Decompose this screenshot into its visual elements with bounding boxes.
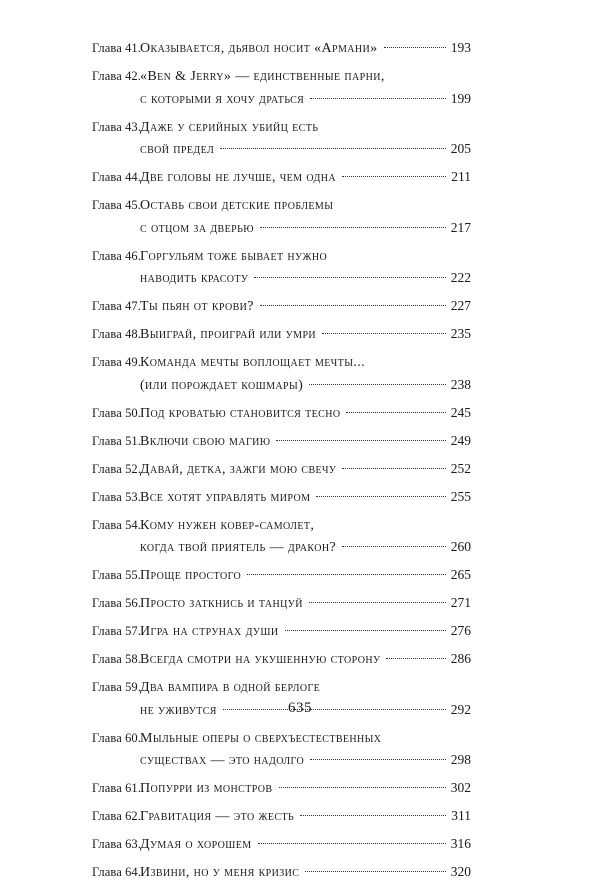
toc-line	[92, 648, 471, 671]
dot-leader	[384, 47, 446, 48]
chapter-title: Команда мечты воплощает мечты...	[140, 355, 366, 371]
toc-line	[92, 323, 471, 346]
chapter-title: Две головы не лучше, чем одна	[140, 170, 336, 186]
chapter-label: Глава 46.	[92, 248, 142, 263]
toc-entry	[92, 592, 471, 615]
dot-leader	[279, 787, 446, 788]
chapter-label: Глава 43.	[92, 119, 142, 134]
toc-entry	[92, 648, 471, 671]
chapter-title: Извини, но у меня кризис	[140, 865, 300, 881]
toc-entry	[92, 514, 471, 559]
toc-line	[92, 402, 471, 425]
toc-entry	[92, 564, 471, 587]
chapter-page-number: 227	[450, 298, 471, 314]
toc-entry	[92, 458, 471, 481]
toc-line	[92, 861, 471, 884]
toc-line	[92, 536, 471, 559]
chapter-title: свой предел	[140, 142, 215, 158]
chapter-label: Глава 61.	[92, 781, 142, 796]
toc-line	[92, 486, 471, 509]
toc-line	[92, 295, 471, 318]
chapter-title: когда твой приятель — дракон?	[140, 540, 337, 556]
chapter-page-number: 217	[450, 219, 471, 235]
dot-leader	[309, 384, 446, 385]
toc-line	[92, 88, 471, 111]
toc-entry	[92, 777, 471, 800]
toc-line	[92, 833, 471, 856]
toc-entry	[92, 727, 471, 772]
toc-entry	[92, 65, 471, 110]
chapter-label: Глава 54.	[92, 517, 142, 532]
dot-leader	[342, 176, 446, 177]
chapter-page-number: 255	[450, 488, 471, 504]
chapter-page-number: 320	[450, 864, 471, 880]
chapter-page-number: 286	[450, 651, 471, 667]
toc-line	[92, 749, 471, 772]
toc-entry	[92, 805, 471, 828]
toc-line	[92, 374, 471, 397]
toc-line	[92, 592, 471, 615]
chapter-title: существах — это надолго	[140, 753, 305, 769]
toc-entry	[92, 166, 471, 189]
dot-leader	[310, 98, 446, 99]
chapter-page-number: 292	[450, 701, 471, 717]
chapter-title: «Ben & Jerry» — единственные парни,	[140, 68, 385, 84]
dot-leader	[247, 574, 446, 575]
chapter-label: Глава 60.	[92, 730, 142, 745]
chapter-title: Проще простого	[140, 568, 242, 584]
toc-entry	[92, 833, 471, 856]
chapter-page-number: 235	[450, 326, 471, 342]
dot-leader	[316, 496, 445, 497]
toc-entry	[92, 295, 471, 318]
chapter-label: Глава 49.	[92, 355, 142, 370]
dot-leader	[254, 277, 445, 278]
chapter-title: Давай, детка, зажги мою свечу	[140, 461, 337, 477]
chapter-title: Оставь свои детские проблемы	[140, 198, 334, 214]
toc-entry	[92, 861, 471, 884]
chapter-page-number: 265	[450, 567, 471, 583]
toc-entry	[92, 351, 471, 396]
toc-entry	[92, 486, 471, 509]
chapter-label: Глава 44.	[92, 170, 142, 185]
chapter-title: Гравитация — это жесть	[140, 809, 295, 825]
toc-entry	[92, 194, 471, 239]
dot-leader	[342, 546, 446, 547]
chapter-title: Игра на струнах души	[140, 624, 279, 640]
chapter-page-number: 311	[451, 808, 471, 824]
chapter-page-number: 249	[450, 432, 471, 448]
toc-entry	[92, 116, 471, 161]
chapter-label: Глава 50.	[92, 405, 142, 420]
chapter-title: Два вампира в одной берлоге	[140, 680, 321, 696]
toc-line	[92, 138, 471, 161]
chapter-page-number: 193	[450, 40, 471, 55]
toc-line	[92, 194, 471, 217]
toc-entry	[92, 402, 471, 425]
toc-line	[92, 116, 471, 139]
chapter-title: с которыми я хочу драться	[140, 91, 305, 107]
chapter-title: Просто заткнись и танцуй	[140, 596, 303, 612]
toc-line	[92, 217, 471, 240]
chapter-title: (или порождает кошмары)	[140, 377, 304, 393]
chapter-page-number: 211	[451, 169, 471, 185]
chapter-title: Попурри из монстров	[140, 781, 273, 797]
toc-line	[92, 37, 471, 60]
toc-entry	[92, 620, 471, 643]
chapter-label: Глава 42.	[92, 68, 142, 83]
chapter-label: Глава 64.	[92, 865, 142, 880]
dot-leader	[220, 148, 446, 149]
chapter-page-number: 252	[450, 460, 471, 476]
chapter-page-number: 302	[450, 780, 471, 796]
chapter-label: Глава 62.	[92, 809, 142, 824]
chapter-page-number: 245	[450, 404, 471, 420]
toc-line	[92, 458, 471, 481]
chapter-title: Думая о хорошем	[140, 837, 252, 853]
chapter-label: Глава 56.	[92, 596, 142, 611]
chapter-title: с отцом за дверью	[140, 220, 254, 236]
toc-entry	[92, 430, 471, 453]
dot-leader	[310, 759, 446, 760]
dot-leader	[285, 630, 446, 631]
toc-line	[92, 267, 471, 290]
dot-leader	[305, 871, 445, 872]
chapter-title: Все хотят управлять миром	[140, 489, 311, 505]
dot-leader	[260, 305, 446, 306]
toc-entry	[92, 37, 471, 60]
toc-line	[92, 564, 471, 587]
chapter-title: наводить красоту	[140, 271, 249, 287]
chapter-title: Выиграй, проиграй или умри	[140, 327, 317, 343]
table-of-contents	[92, 37, 471, 889]
chapter-label: Глава 52.	[92, 461, 142, 476]
chapter-page-number: 199	[450, 90, 471, 106]
chapter-page-number: 298	[450, 752, 471, 768]
dot-leader	[322, 333, 446, 334]
toc-line	[92, 430, 471, 453]
toc-line	[92, 620, 471, 643]
chapter-title: Горгульям тоже бывает нужно	[140, 248, 328, 264]
chapter-title: Под кроватью становится тесно	[140, 405, 341, 421]
chapter-title: Даже у серийных убийц есть	[140, 119, 319, 135]
toc-line	[92, 166, 471, 189]
chapter-label: Глава 48.	[92, 327, 142, 342]
dot-leader	[276, 440, 445, 441]
chapter-title: Мыльные оперы о сверхъестественных	[140, 730, 382, 746]
chapter-page-number: 205	[450, 141, 471, 157]
toc-line	[92, 676, 471, 699]
chapter-label: Глава 47.	[92, 299, 142, 314]
chapter-label: Глава 55.	[92, 568, 142, 583]
chapter-page-number: 271	[450, 595, 471, 611]
toc-line	[92, 727, 471, 750]
chapter-title: Всегда смотри на укушенную сторону	[140, 652, 381, 668]
dot-leader	[386, 658, 445, 659]
toc-line	[92, 805, 471, 828]
chapter-title: Ты пьян от крови?	[140, 299, 254, 315]
chapter-title: не уживутся	[140, 702, 217, 718]
chapter-page-number: 222	[450, 270, 471, 286]
toc-entry	[92, 323, 471, 346]
chapter-label: Глава 59.	[92, 680, 142, 695]
chapter-label: Глава 45.	[92, 198, 142, 213]
chapter-title: Оказывается, дьявол носит «Армани»	[140, 41, 378, 56]
chapter-title: Включи свою магию	[140, 433, 271, 449]
chapter-page-number: 238	[450, 376, 471, 392]
dot-leader	[260, 227, 446, 228]
chapter-title: Кому нужен ковер-самолет,	[140, 517, 315, 533]
chapter-page-number: 260	[450, 539, 471, 555]
chapter-page-number: 316	[450, 836, 471, 852]
toc-line	[92, 514, 471, 537]
dot-leader	[346, 412, 445, 413]
chapter-label: Глава 51.	[92, 433, 142, 448]
toc-line	[92, 351, 471, 374]
chapter-label: Глава 41.	[92, 41, 142, 55]
toc-line	[92, 777, 471, 800]
dot-leader	[300, 815, 446, 816]
chapter-page-number: 276	[450, 623, 471, 639]
toc-line	[92, 245, 471, 268]
chapter-label: Глава 53.	[92, 489, 142, 504]
chapter-label: Глава 57.	[92, 624, 142, 639]
chapter-label: Глава 58.	[92, 652, 142, 667]
toc-entry	[92, 245, 471, 290]
dot-leader	[309, 602, 446, 603]
dot-leader	[258, 843, 446, 844]
chapter-label: Глава 63.	[92, 837, 142, 852]
toc-line	[92, 65, 471, 88]
page-number: 635	[288, 700, 312, 716]
dot-leader	[342, 468, 445, 469]
